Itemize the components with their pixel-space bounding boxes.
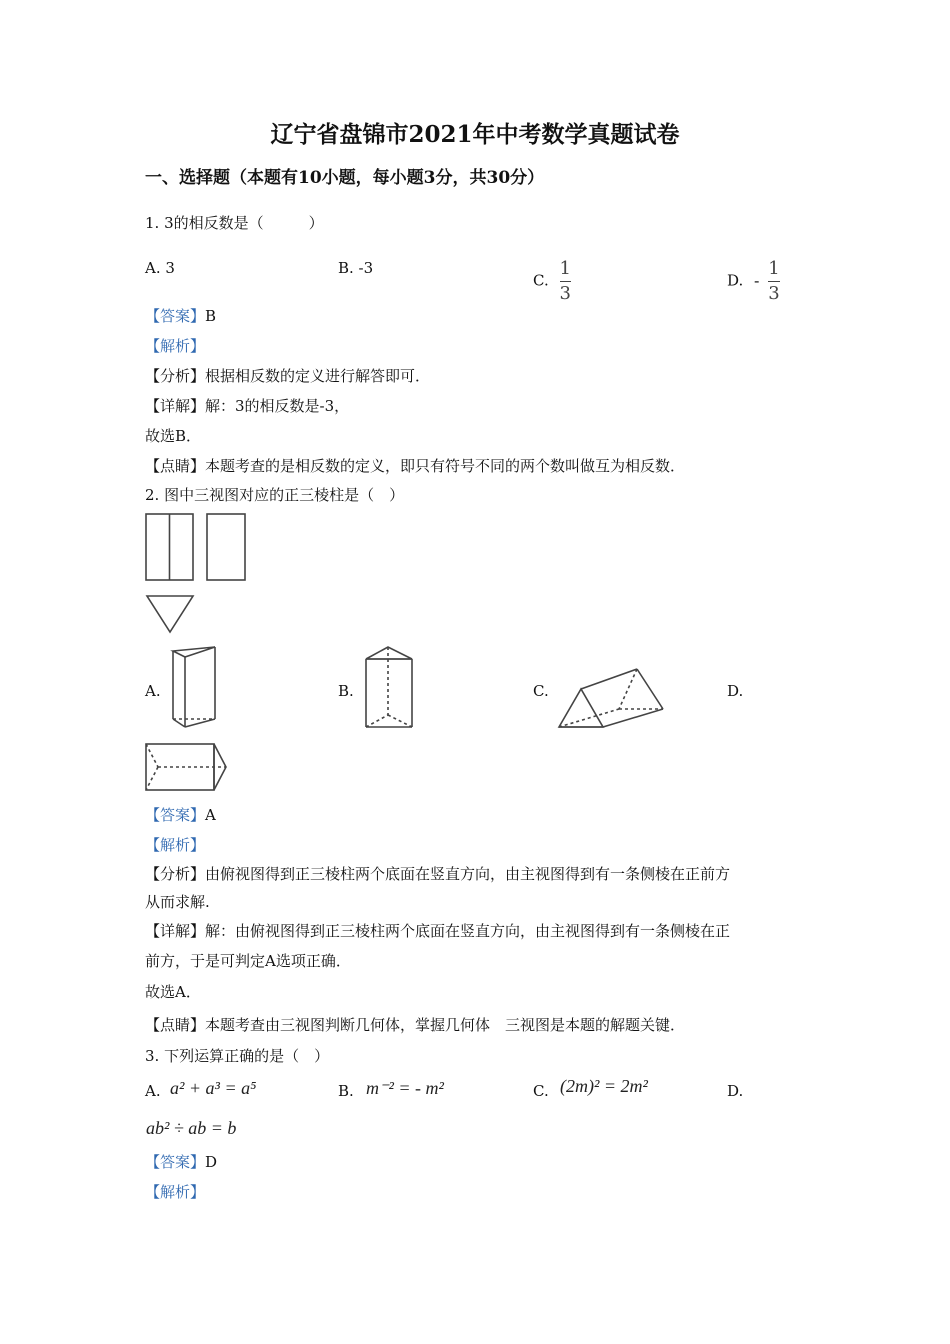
q2-answer [145,804,216,825]
q2-fenxi-line1: 【分析】由俯视图得到正三棱柱两个底面在竖直方向，由主视图得到有一条侧棱在正前方 [145,865,731,883]
q1-option-a: A. 3 [145,259,175,277]
q2-xiangjie-line1: 【详解】解：由俯视图得到正三棱柱两个底面在竖直方向，由主视图得到有一条侧棱在正 [145,922,731,940]
negative-sign: - [754,270,760,290]
q2-option-c: C. [533,682,549,700]
document-title: 辽宁省盘锦市2021年中考数学真题试卷 [270,121,680,148]
q3-answer [145,1151,217,1172]
q2-xiangjie-line2: 前方，于是可判定A选项正确． [145,952,351,970]
side-view-rect [207,514,245,580]
q1-option-d-fraction [768,259,779,304]
q2-option-b: B. [338,682,354,700]
q1-option-d [727,259,780,304]
q1-xiangjie: 【详解】解：3的相反数是-3， [145,397,350,415]
q1-option-c-label: C. [533,271,549,290]
q2-option-a: A. [145,682,161,700]
q1-option-c [533,259,571,304]
q3-expr-b: m⁻² = - m² [366,1078,444,1098]
prism-option-b [360,643,420,733]
q3-expr-d: ab² ÷ ab = b [146,1118,237,1138]
q1-fenxi: 【分析】根据相反数的定义进行解答即可． [145,367,431,385]
q3-option-a: A. [145,1082,161,1100]
q2-fenxi-line2: 从而求解. [145,893,210,911]
q1-jiexi: 【解析】 [145,337,206,355]
fraction-denominator: 3 [559,283,571,304]
answer-tag: 【答案】 [145,1153,206,1171]
answer-value: D [205,1153,218,1171]
q3-option-d: D. [727,1082,744,1100]
q3-option-c: C. [533,1082,549,1100]
q2-stem: 2. 图中三视图对应的正三棱柱是（ ） [145,486,405,504]
q2-conclusion: 故选A． [145,983,201,1001]
three-views-figure [142,510,252,640]
q3-stem: 3. 下列运算正确的是（ ） [145,1047,330,1065]
q2-jiexi: 【解析】 [145,836,206,854]
q1-option-c-fraction [560,259,571,304]
q1-option-d-label: D. [727,271,744,290]
q1-answer [145,305,216,326]
answer-value: B [205,307,217,325]
answer-value: A [205,806,216,824]
prism-option-c [555,665,670,735]
prism-option-a [165,643,225,733]
fraction-numerator: 1 [768,258,780,279]
q3-jiexi: 【解析】 [145,1183,206,1201]
q1-option-b: B. -3 [338,259,374,277]
top-view-triangle [147,596,193,632]
fraction-numerator: 1 [559,258,571,279]
q2-option-d: D. [727,682,744,700]
section-heading: 一、选择题（本题有10小题，每小题3分，共30分） [145,168,545,188]
answer-tag: 【答案】 [145,307,206,325]
prism-option-d [142,740,232,795]
answer-tag: 【答案】 [145,806,206,824]
q3-option-b: B. [338,1082,354,1100]
q1-dianjing: 【点睛】本题考查的是相反数的定义，即只有符号不同的两个数叫做互为相反数． [145,457,686,475]
q2-dianjing: 【点睛】本题考查由三视图判断几何体，掌握几何体 三视图是本题的解题关键． [145,1016,686,1034]
fraction-denominator: 3 [768,283,780,304]
q3-expr-a: a² + a³ = a⁵ [170,1078,257,1098]
q3-expr-c: (2m)² = 2m² [560,1076,648,1096]
q1-stem: 1. 3的相反数是（ ） [145,214,324,232]
q1-conclusion: 故选B． [145,427,202,445]
